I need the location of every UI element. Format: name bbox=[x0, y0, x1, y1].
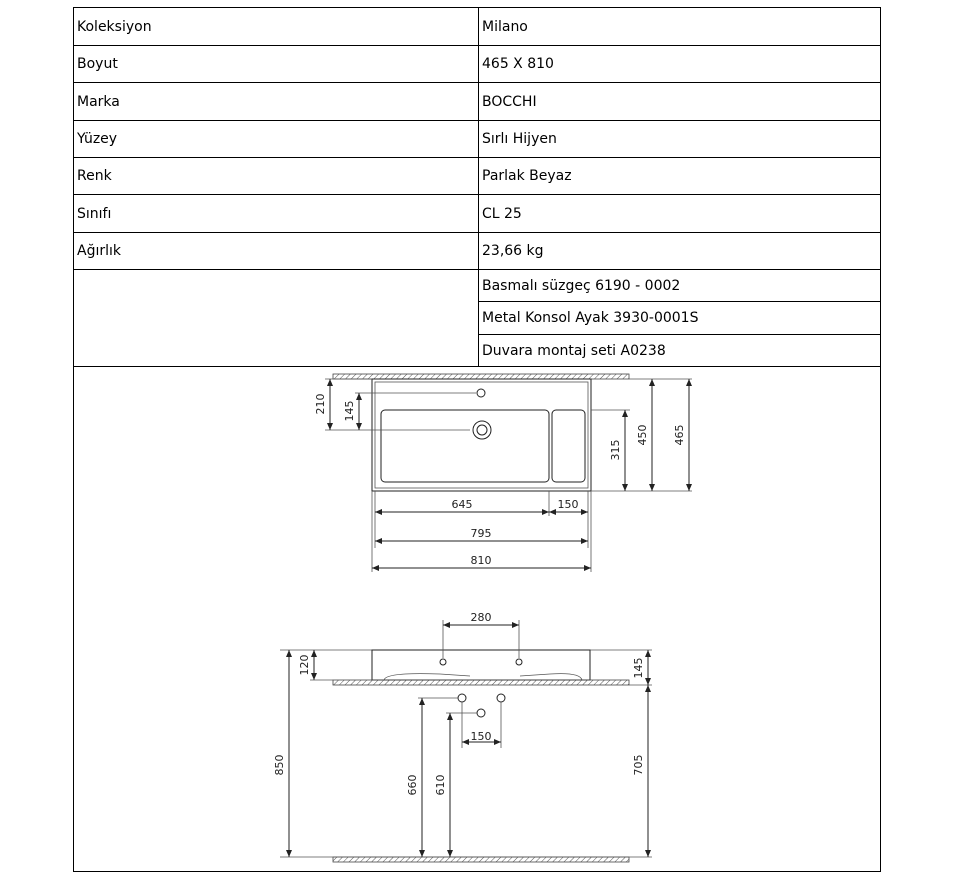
spec-label: Koleksiyon bbox=[74, 8, 479, 45]
dim-645: 645 bbox=[451, 498, 473, 511]
spec-value: BOCCHI bbox=[482, 93, 537, 110]
floor-hatch bbox=[333, 857, 629, 862]
basin-bowl bbox=[381, 410, 549, 482]
spec-label: Sınıfı bbox=[74, 195, 479, 232]
waste-hole-icon bbox=[497, 694, 505, 702]
accessory-item: Metal Konsol Ayak 3930-0001S bbox=[479, 302, 880, 335]
spec-value: 23,66 kg bbox=[482, 243, 544, 259]
dim-705: 705 bbox=[632, 754, 645, 776]
spec-label: Renk bbox=[74, 158, 479, 194]
wall-hatch-top bbox=[333, 374, 629, 379]
dim-610: 610 bbox=[434, 774, 447, 796]
dim-280: 280 bbox=[470, 611, 492, 624]
dim-795: 795 bbox=[470, 527, 492, 540]
basin-front bbox=[372, 650, 590, 680]
dim-660: 660 bbox=[406, 774, 419, 796]
dim-850: 850 bbox=[273, 754, 286, 776]
fixing-hole-icon bbox=[440, 659, 446, 665]
top-view bbox=[314, 374, 692, 572]
spec-label: Marka bbox=[74, 83, 479, 120]
basin-shelf bbox=[552, 410, 585, 482]
dim-150-front: 150 bbox=[470, 730, 492, 743]
spec-label: Boyut bbox=[74, 46, 479, 82]
dim-810: 810 bbox=[470, 554, 492, 567]
spec-value: Milano bbox=[482, 18, 528, 35]
tap-hole-icon bbox=[477, 389, 485, 397]
drain-icon bbox=[473, 421, 491, 439]
spec-value: CL 25 bbox=[482, 205, 522, 222]
dim-150: 150 bbox=[557, 498, 579, 511]
waste-hole-icon bbox=[458, 694, 466, 702]
dim-465: 465 bbox=[673, 424, 686, 446]
fixing-hole-icon bbox=[516, 659, 522, 665]
dim-145: 145 bbox=[343, 400, 356, 422]
waste-hole-icon bbox=[477, 709, 485, 717]
spec-value: Parlak Beyaz bbox=[482, 168, 572, 184]
spec-value: Sırlı Hijyen bbox=[482, 131, 557, 147]
front-view bbox=[273, 611, 652, 862]
spec-value: 465 X 810 bbox=[482, 56, 554, 72]
accessory-item: Duvara montaj seti A0238 bbox=[482, 343, 666, 359]
wall-hatch-middle bbox=[333, 680, 629, 685]
dim-145-front: 145 bbox=[632, 657, 645, 679]
dim-120: 120 bbox=[298, 654, 311, 676]
spec-label: Ağırlık bbox=[74, 233, 479, 269]
spec-label: Yüzey bbox=[74, 121, 479, 157]
accessory-item: Basmalı süzgeç 6190 - 0002 bbox=[479, 270, 880, 302]
dim-450: 450 bbox=[636, 424, 649, 446]
dim-210: 210 bbox=[314, 393, 327, 415]
dim-315: 315 bbox=[609, 439, 622, 461]
